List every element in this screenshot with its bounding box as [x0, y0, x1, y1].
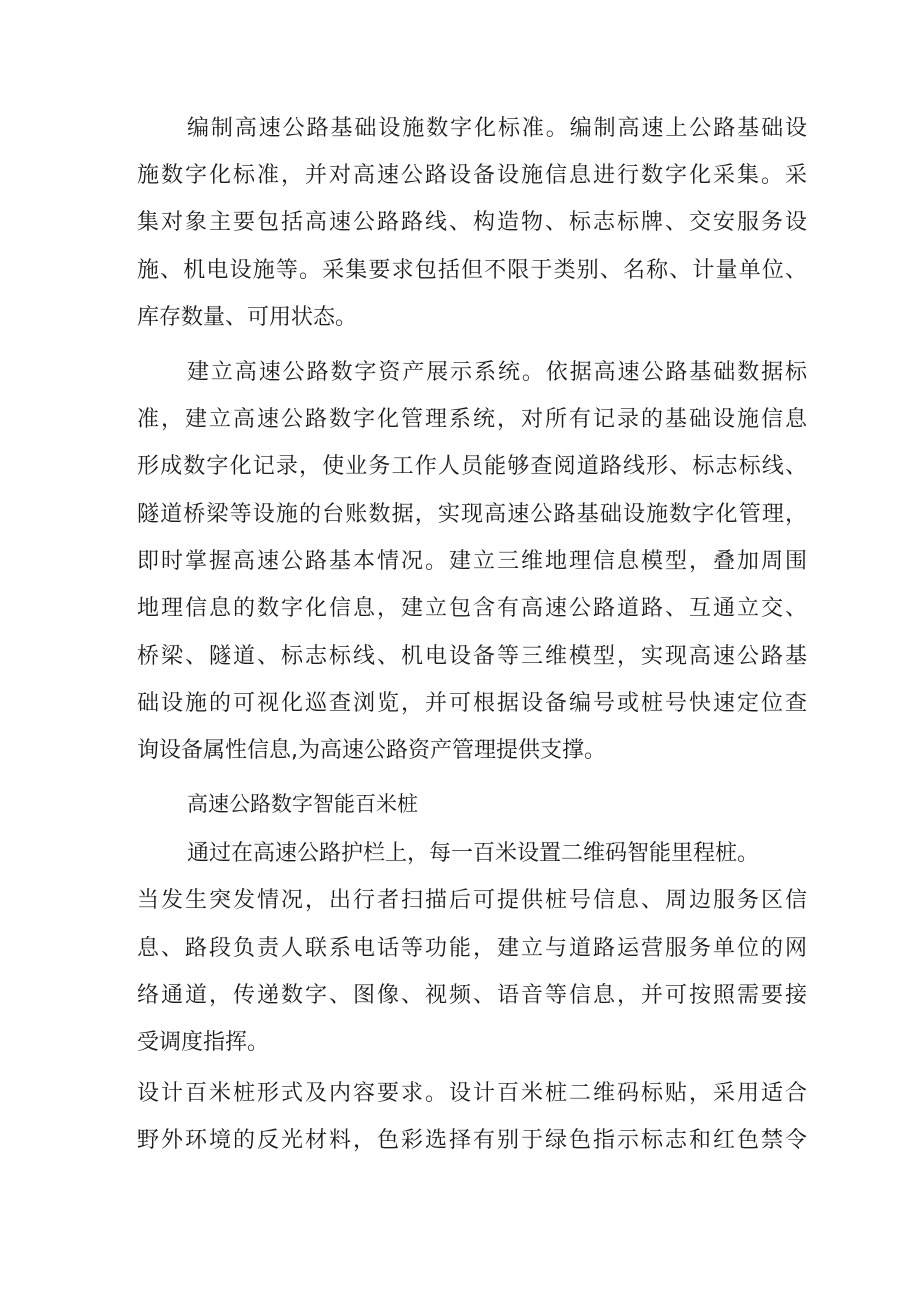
- text-line: 受调度指挥。: [137, 1030, 270, 1055]
- text-line: 隧道桥梁等设施的台账数据，实现高速公路基础设施数字化管理，: [137, 502, 807, 527]
- text-line: 施、机电设施等。采集要求包括但不限于类别、名称、计量单位、: [137, 258, 807, 283]
- text-line: 当发生突发情况，出行者扫描后可提供桩号信息、周边服务区信: [137, 888, 807, 913]
- text-line: 建立高速公路数字资产展示系统。依据高速公路基础数据标: [187, 360, 807, 385]
- text-line: 施数字化标准，并对高速公路设备设施信息进行数字化采集。采: [137, 163, 807, 188]
- text-line: 编制高速公路基础设施数字化标准。编制高速上公路基础设: [187, 116, 807, 141]
- text-line: 础设施的可视化巡查浏览，并可根据设备编号或桩号快速定位查: [137, 691, 807, 716]
- text-line: 库存数量、可用状态。: [137, 305, 358, 330]
- text-line: 络通道，传递数字、图像、视频、语音等信息，并可按照需要接: [137, 983, 807, 1008]
- text-line: 形成数字化记录，使业务工作人员能够查阅道路线形、标志标线、: [137, 454, 807, 479]
- text-line: 设计百米桩形式及内容要求。设计百米桩二维码标贴，采用适合: [137, 1081, 807, 1106]
- text-line: 息、路段负责人联系电话等功能，建立与道路运营服务单位的网: [137, 936, 807, 961]
- text-line: 即时掌握高速公路基本情况。建立三维地理信息模型，叠加周围: [137, 549, 807, 574]
- section-heading: 高速公路数字智能百米桩: [187, 792, 418, 816]
- text-line: 通过在高速公路护栏上，每一百米设置二维码智能里程桩。: [187, 841, 760, 866]
- text-line: 询设备属性信息,为高速公路资产管理提供支撑。: [137, 738, 606, 763]
- text-line: 集对象主要包括高速公路路线、构造物、标志标牌、交安服务设: [137, 210, 807, 235]
- text-line: 野外环境的反光材料，色彩选择有别于绿色指示标志和红色禁令: [137, 1128, 807, 1153]
- text-line: 桥梁、隧道、标志标线、机电设备等三维模型，实现高速公路基: [137, 644, 807, 669]
- text-line: 地理信息的数字化信息，建立包含有高速公路道路、互通立交、: [137, 596, 807, 621]
- text-line: 准，建立高速公路数字化管理系统，对所有记录的基础设施信息: [137, 407, 807, 432]
